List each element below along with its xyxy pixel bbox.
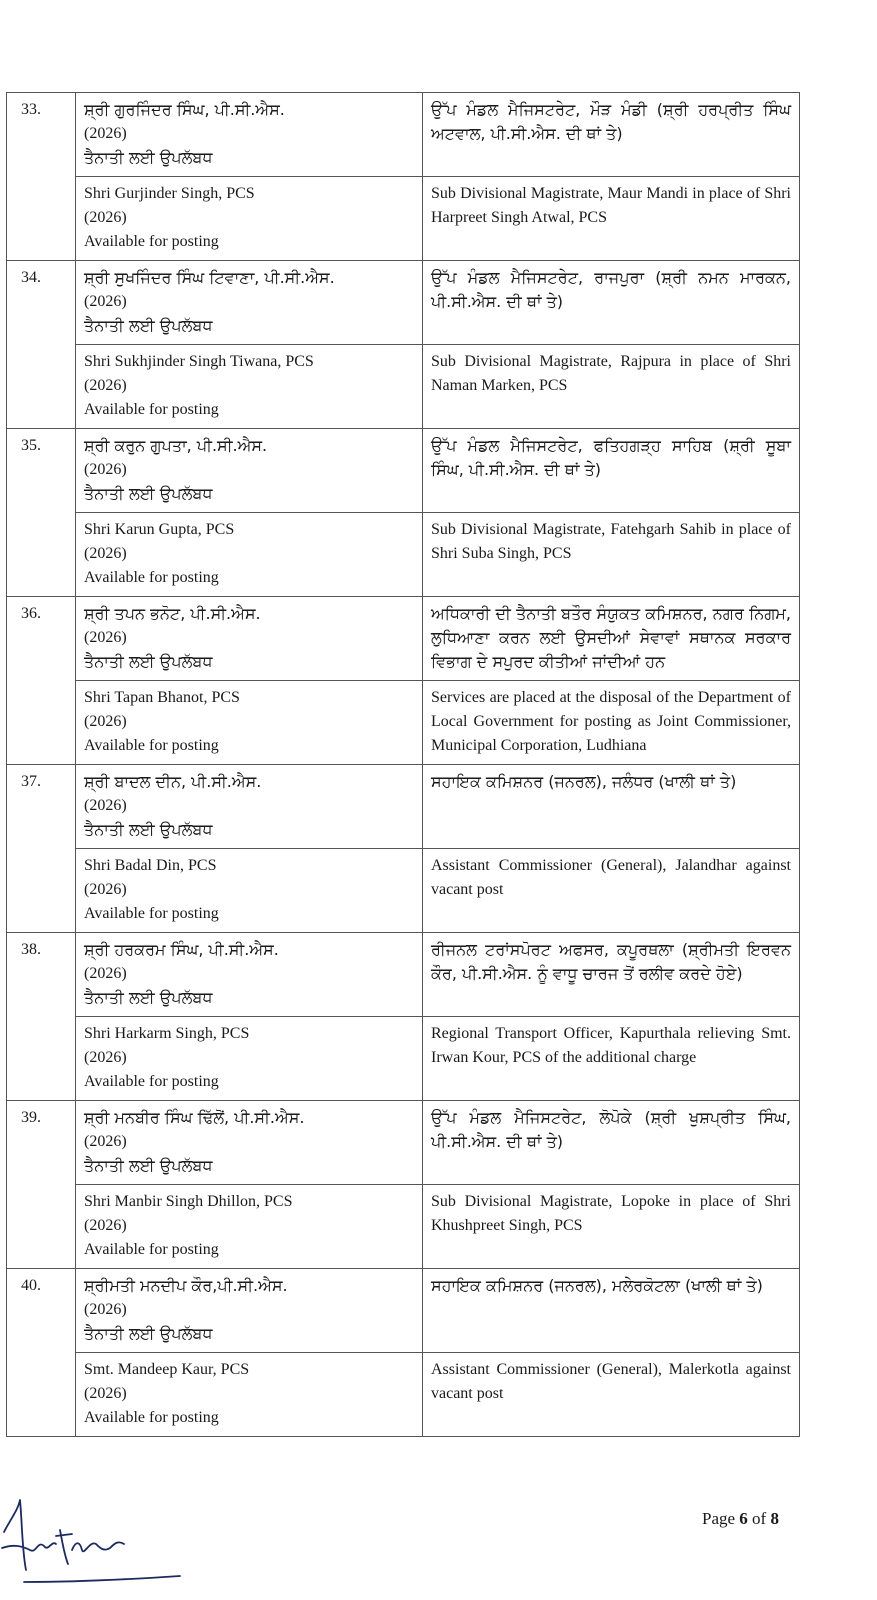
table-row-english	[7, 345, 800, 429]
officer-cell-english	[76, 177, 423, 261]
officer-cell-punjabi	[76, 1269, 423, 1353]
officer-cell-english	[76, 681, 423, 765]
officer-name-punjabi: ਸ਼੍ਰੀ ਤਪਨ ਭਨੋਟ, ਪੀ.ਸੀ.ਐਸ.	[84, 604, 261, 623]
status-english: Available for posting	[84, 401, 219, 418]
posting-punjabi: ਉੱਪ ਮੰਡਲ ਮੈਜਿਸਟਰੇਟ, ਲੋਪੋਕੇ (ਸ਼੍ਰੀ ਖੁਸ਼ਪ੍ਰੀਤ ਸਿੰਘ, ਪੀ.ਸੀ.ਐਸ. ਦੀ ਥਾਂ ਤੇ)	[423, 1101, 800, 1185]
officer-cell-english	[76, 513, 423, 597]
status-punjabi: ਤੈਨਾਤੀ ਲਈ ਉਪਲੱਬਧ	[84, 148, 213, 167]
batch-year: (2026)	[84, 881, 127, 898]
officer-name-english: Shri Karun Gupta, PCS	[84, 521, 235, 538]
posting-punjabi: ਸਹਾਇਕ ਕਮਿਸ਼ਨਰ (ਜਨਰਲ), ਜਲੰਧਰ (ਖਾਲੀ ਥਾਂ ਤੇ)	[423, 765, 800, 849]
batch-year: (2026)	[84, 1133, 127, 1150]
batch-year: (2026)	[84, 545, 127, 562]
table-row-punjabi	[7, 597, 800, 681]
table-row-punjabi	[7, 93, 800, 177]
posting-order-table	[6, 92, 800, 1437]
officer-cell-punjabi	[76, 93, 423, 177]
posting-punjabi: ਸਹਾਇਕ ਕਮਿਸ਼ਨਰ (ਜਨਰਲ), ਮਲੇਰਕੋਟਲਾ (ਖਾਲੀ ਥਾਂ ਤੇ)	[423, 1269, 800, 1353]
officer-cell-punjabi	[76, 765, 423, 849]
posting-english: Services are placed at the disposal of the Department of Local Government for posting as Joint Commissioner, Municipal Corporation, Ludhiana	[423, 681, 800, 765]
serial-number: 39.	[7, 1101, 76, 1269]
table-row-punjabi	[7, 261, 800, 345]
officer-cell-english	[76, 1185, 423, 1269]
posting-punjabi: ਰੀਜਨਲ ਟਰਾਂਸਪੋਰਟ ਅਫਸਰ, ਕਪੂਰਥਲਾ (ਸ਼੍ਰੀਮਤੀ ਇਰਵਨ ਕੌਰ, ਪੀ.ਸੀ.ਐਸ. ਨੂੰ ਵਾਧੂ ਚਾਰਜ ਤੋਂ ਰਲੀਵ ਕਰਦੇ ਹੋਏ)	[423, 933, 800, 1017]
officer-name-english: Shri Harkarm Singh, PCS	[84, 1025, 250, 1042]
status-punjabi: ਤੈਨਾਤੀ ਲਈ ਉਪਲੱਬਧ	[84, 1324, 213, 1343]
serial-number: 34.	[7, 261, 76, 429]
serial-number: 37.	[7, 765, 76, 933]
posting-english: Sub Divisional Magistrate, Maur Mandi in place of Shri Harpreet Singh Atwal, PCS	[423, 177, 800, 261]
batch-year: (2026)	[84, 209, 127, 226]
officer-name-english: Shri Manbir Singh Dhillon, PCS	[84, 1193, 293, 1210]
table-row-punjabi	[7, 1101, 800, 1185]
posting-english: Assistant Commissioner (General), Jalandhar against vacant post	[423, 849, 800, 933]
status-punjabi: ਤੈਨਾਤੀ ਲਈ ਉਪਲੱਬਧ	[84, 820, 213, 839]
status-english: Available for posting	[84, 1241, 219, 1258]
batch-year: (2026)	[84, 461, 127, 478]
status-punjabi: ਤੈਨਾਤੀ ਲਈ ਉਪਲੱਬਧ	[84, 316, 213, 335]
batch-year: (2026)	[84, 797, 127, 814]
officer-name-punjabi: ਸ਼੍ਰੀ ਮਨਬੀਰ ਸਿੰਘ ਢਿੱਲੋਂ, ਪੀ.ਸੀ.ਐਸ.	[84, 1108, 305, 1127]
officer-name-punjabi: ਸ਼੍ਰੀ ਗੁਰਜਿੰਦਰ ਸਿੰਘ, ਪੀ.ਸੀ.ਐਸ.	[84, 100, 285, 119]
officer-cell-english	[76, 849, 423, 933]
officer-cell-punjabi	[76, 597, 423, 681]
serial-number: 36.	[7, 597, 76, 765]
status-english: Available for posting	[84, 1409, 219, 1426]
batch-year: (2026)	[84, 965, 127, 982]
table-row-punjabi	[7, 1269, 800, 1353]
officer-name-punjabi: ਸ਼੍ਰੀ ਹਰਕਰਮ ਸਿੰਘ, ਪੀ.ਸੀ.ਐਸ.	[84, 940, 279, 959]
table-row-english	[7, 513, 800, 597]
status-punjabi: ਤੈਨਾਤੀ ਲਈ ਉਪਲੱਬਧ	[84, 988, 213, 1007]
table-row-english	[7, 177, 800, 261]
serial-number: 35.	[7, 429, 76, 597]
table-row-english	[7, 681, 800, 765]
serial-number: 40.	[7, 1269, 76, 1437]
posting-english: Sub Divisional Magistrate, Rajpura in place of Shri Naman Marken, PCS	[423, 345, 800, 429]
officer-cell-english	[76, 345, 423, 429]
status-english: Available for posting	[84, 737, 219, 754]
batch-year: (2026)	[84, 629, 127, 646]
table-row-english	[7, 849, 800, 933]
officer-name-punjabi: ਸ਼੍ਰੀਮਤੀ ਮਨਦੀਪ ਕੌਰ,ਪੀ.ਸੀ.ਐਸ.	[84, 1276, 288, 1295]
status-punjabi: ਤੈਨਾਤੀ ਲਈ ਉਪਲੱਬਧ	[84, 484, 213, 503]
posting-punjabi: ਉੱਪ ਮੰਡਲ ਮੈਜਿਸਟਰੇਟ, ਫਤਿਹਗੜ੍ਹ ਸਾਹਿਬ (ਸ਼੍ਰੀ ਸੂਬਾ ਸਿੰਘ, ਪੀ.ਸੀ.ਐਸ. ਦੀ ਥਾਂ ਤੇ)	[423, 429, 800, 513]
batch-year: (2026)	[84, 1049, 127, 1066]
status-english: Available for posting	[84, 233, 219, 250]
serial-number: 33.	[7, 93, 76, 261]
page-number: Page 6 of 8	[702, 1509, 779, 1528]
officer-cell-punjabi	[76, 261, 423, 345]
officer-cell-english	[76, 1017, 423, 1101]
batch-year: (2026)	[84, 1301, 127, 1318]
officer-name-punjabi: ਸ਼੍ਰੀ ਸੁਖਜਿੰਦਰ ਸਿੰਘ ਟਿਵਾਣਾ, ਪੀ.ਸੀ.ਐਸ.	[84, 268, 335, 287]
batch-year: (2026)	[84, 713, 127, 730]
batch-year: (2026)	[84, 125, 127, 142]
officer-name-punjabi: ਸ਼੍ਰੀ ਬਾਦਲ ਦੀਨ, ਪੀ.ਸੀ.ਐਸ.	[84, 772, 262, 791]
posting-english: Assistant Commissioner (General), Malerkotla against vacant post	[423, 1353, 800, 1437]
officer-name-english: Smt. Mandeep Kaur, PCS	[84, 1361, 250, 1378]
table-row-punjabi	[7, 933, 800, 1017]
status-punjabi: ਤੈਨਾਤੀ ਲਈ ਉਪਲੱਬਧ	[84, 652, 213, 671]
officer-name-english: Shri Gurjinder Singh, PCS	[84, 185, 255, 202]
officer-name-punjabi: ਸ਼੍ਰੀ ਕਰੁਨ ਗੁਪਤਾ, ਪੀ.ਸੀ.ਐਸ.	[84, 436, 268, 455]
table-body	[7, 93, 800, 1437]
serial-number: 38.	[7, 933, 76, 1101]
table-row-english	[7, 1017, 800, 1101]
posting-english: Regional Transport Officer, Kapurthala relieving Smt. Irwan Kour, PCS of the additional charge	[423, 1017, 800, 1101]
table-row-english	[7, 1353, 800, 1437]
officer-cell-punjabi	[76, 429, 423, 513]
table-row-punjabi	[7, 765, 800, 849]
batch-year: (2026)	[84, 1385, 127, 1402]
posting-english: Sub Divisional Magistrate, Lopoke in place of Shri Khushpreet Singh, PCS	[423, 1185, 800, 1269]
status-english: Available for posting	[84, 1073, 219, 1090]
officer-cell-punjabi	[76, 933, 423, 1017]
officer-cell-english	[76, 1353, 423, 1437]
signature	[0, 1470, 200, 1600]
batch-year: (2026)	[84, 1217, 127, 1234]
posting-punjabi: ਉੱਪ ਮੰਡਲ ਮੈਜਿਸਟਰੇਟ, ਮੌੜ ਮੰਡੀ (ਸ਼੍ਰੀ ਹਰਪ੍ਰੀਤ ਸਿੰਘ ਅਟਵਾਲ, ਪੀ.ਸੀ.ਐਸ. ਦੀ ਥਾਂ ਤੇ)	[423, 93, 800, 177]
officer-cell-punjabi	[76, 1101, 423, 1185]
status-english: Available for posting	[84, 569, 219, 586]
table-row-punjabi	[7, 429, 800, 513]
officer-name-english: Shri Sukhjinder Singh Tiwana, PCS	[84, 353, 314, 370]
posting-punjabi: ਅਧਿਕਾਰੀ ਦੀ ਤੈਨਾਤੀ ਬਤੌਰ ਸੰਯੁਕਤ ਕਮਿਸ਼ਨਰ, ਨਗਰ ਨਿਗਮ, ਲੁਧਿਆਣਾ ਕਰਨ ਲਈ ਉਸਦੀਆਂ ਸੇਵਾਵਾਂ ਸਥਾਨਕ ਸਰਕਾਰ ਵਿਭਾਗ ਦੇ ਸਪੁਰਦ ਕੀਤੀਆਂ ਜਾਂਦੀਆਂ ਹਨ	[423, 597, 800, 681]
batch-year: (2026)	[84, 377, 127, 394]
status-english: Available for posting	[84, 905, 219, 922]
officer-name-english: Shri Tapan Bhanot, PCS	[84, 689, 240, 706]
posting-english: Sub Divisional Magistrate, Fatehgarh Sahib in place of Shri Suba Singh, PCS	[423, 513, 800, 597]
table-row-english	[7, 1185, 800, 1269]
status-punjabi: ਤੈਨਾਤੀ ਲਈ ਉਪਲੱਬਧ	[84, 1156, 213, 1175]
officer-name-english: Shri Badal Din, PCS	[84, 857, 217, 874]
posting-punjabi: ਉੱਪ ਮੰਡਲ ਮੈਜਿਸਟਰੇਟ, ਰਾਜਪੁਰਾ (ਸ਼੍ਰੀ ਨਮਨ ਮਾਰਕਨ, ਪੀ.ਸੀ.ਐਸ. ਦੀ ਥਾਂ ਤੇ)	[423, 261, 800, 345]
batch-year: (2026)	[84, 293, 127, 310]
